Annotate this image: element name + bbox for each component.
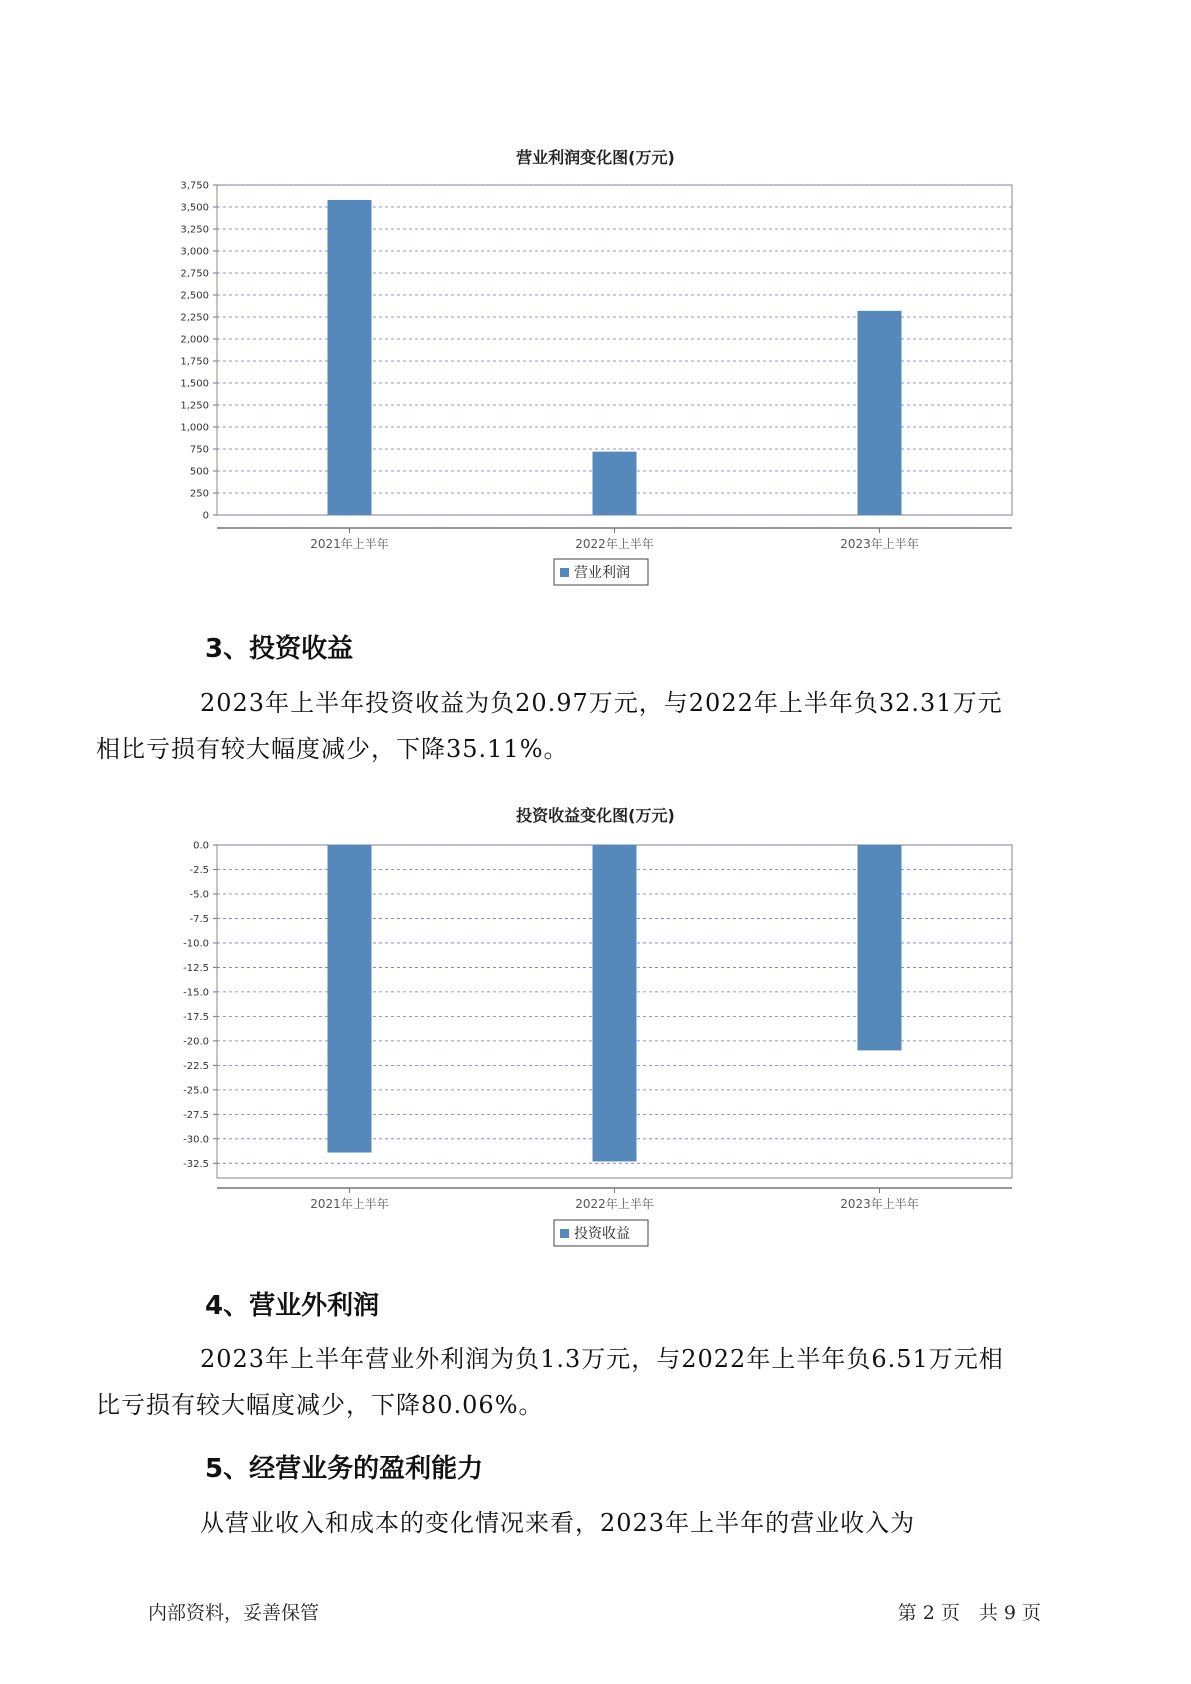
- x-tick-label: 2022年上半年: [575, 537, 654, 551]
- x-tick-label: 2022年上半年: [575, 1197, 654, 1211]
- y-tick-label: -20.0: [183, 1036, 209, 1048]
- legend-label: 营业利润: [574, 565, 630, 581]
- x-tick-label: 2023年上半年: [840, 537, 919, 551]
- section-4-line-2: 比亏损有较大幅度减少，下降80.06%。: [96, 1391, 544, 1419]
- section-5-heading: 5、经营业务的盈利能力: [205, 1454, 484, 1484]
- y-tick-label: 3,750: [180, 180, 209, 192]
- y-tick-label: 2,000: [180, 334, 209, 346]
- chart1-title: 营业利润变化图(万元): [516, 148, 675, 167]
- y-tick-label: 0.0: [193, 840, 209, 852]
- y-tick-label: 750: [189, 444, 209, 456]
- y-tick-label: 2,250: [180, 312, 209, 324]
- footer-confidential-note: 内部资料，妥善保管: [148, 1602, 320, 1624]
- x-tick-label: 2021年上半年: [310, 1197, 389, 1211]
- y-tick-label: -25.0: [183, 1085, 209, 1097]
- y-tick-label: -30.0: [183, 1134, 209, 1146]
- x-tick-label: 2023年上半年: [840, 1197, 919, 1211]
- y-tick-label: -7.5: [189, 913, 209, 925]
- legend-label: 投资收益: [574, 1226, 630, 1242]
- y-tick-label: 2,500: [180, 290, 209, 302]
- x-tick-label: 2021年上半年: [310, 537, 389, 551]
- y-tick-label: 2,750: [180, 268, 209, 280]
- bar: [328, 845, 372, 1153]
- y-tick-label: 250: [189, 488, 209, 500]
- footer-page-number: 第 2 页 共 9 页: [897, 1602, 1041, 1624]
- y-tick-label: -5.0: [189, 889, 209, 901]
- bar: [593, 845, 637, 1161]
- y-tick-label: -32.5: [183, 1158, 209, 1170]
- section-4-line-1: 2023年上半年营业外利润为负1.3万元，与2022年上半年负6.51万元相: [200, 1345, 1004, 1373]
- section-4-heading: 4、营业外利润: [205, 1291, 380, 1321]
- section-4-paragraph: [96, 1336, 1063, 1428]
- legend-swatch: [560, 1229, 569, 1238]
- y-tick-label: 3,000: [180, 246, 209, 258]
- y-tick-label: -17.5: [183, 1011, 209, 1023]
- y-tick-label: -15.0: [183, 987, 209, 999]
- bar: [858, 845, 902, 1050]
- y-tick-label: -22.5: [183, 1060, 209, 1072]
- y-tick-label: -27.5: [183, 1109, 209, 1121]
- y-tick-label: -2.5: [189, 864, 209, 876]
- section-3-line-2: 相比亏损有较大幅度减少，下降35.11%。: [96, 735, 569, 763]
- y-tick-label: 3,250: [180, 224, 209, 236]
- y-tick-label: -12.5: [183, 962, 209, 974]
- section-3-line-1: 2023年上半年投资收益为负20.97万元，与2022年上半年负32.31万元: [200, 689, 1003, 717]
- section-3-heading: 3、投资收益: [205, 634, 354, 664]
- chart2-title: 投资收益变化图(万元): [516, 806, 675, 825]
- y-tick-label: 1,750: [180, 356, 209, 368]
- y-tick-label: 0: [202, 510, 209, 522]
- y-tick-label: 3,500: [180, 202, 209, 214]
- y-tick-label: 1,500: [180, 378, 209, 390]
- y-tick-label: 1,000: [180, 422, 209, 434]
- y-tick-label: -10.0: [183, 938, 209, 950]
- section-5-paragraph: [148, 1500, 1063, 1546]
- y-tick-label: 500: [189, 466, 209, 478]
- section-5-line-1: 从营业收入和成本的变化情况来看，2023年上半年的营业收入为: [200, 1509, 916, 1537]
- y-tick-label: 1,250: [180, 400, 209, 412]
